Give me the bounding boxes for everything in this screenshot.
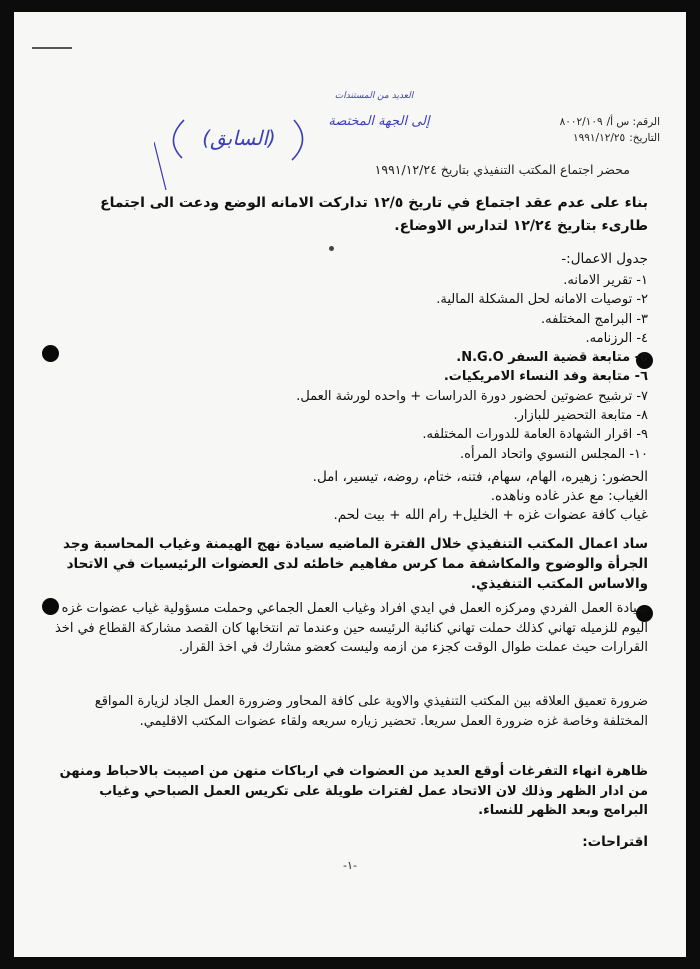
agenda-item: ٨- متابعة التحضير للبازار. — [513, 408, 648, 424]
agenda-heading: جدول الاعمال:- — [561, 251, 648, 267]
document-page — [14, 12, 686, 957]
suggestions-heading: اقتراحات: — [582, 834, 648, 850]
agenda-list — [54, 271, 648, 464]
top-margin-line — [32, 47, 72, 49]
absence-regions-line: غياب كافة عضوات غزه + الخليل+ رام الله + بيت لحم. — [333, 507, 648, 523]
agenda-item: ٧- ترشيح عضوتين لحضور دورة الدراسات + واحده لورشة العمل. — [296, 388, 648, 404]
paragraph-3: ضرورة تعميق العلاقه بين المكتب التنفيذي والاوية على كافة المحاور وضرورة العمل الجاد لزيارة المواقع المختلفة وخاصة غزه ضرورة العمل سريعا. تحضير زياره سريعه ولقاء عضوات المكتب الاقليمي. — [94, 694, 648, 729]
agenda-item: ٦- متابعة وفد النساء الامريكيات. — [443, 369, 648, 385]
document-meta — [400, 114, 660, 146]
attendance-section — [54, 468, 648, 525]
agenda-item: ٢- توصيات الامانه لحل المشكلة المالية. — [436, 292, 648, 308]
paragraph-2: سيادة العمل الفردي ومركزه العمل في ايدي افراد وغياب العمل الجماعي وحملت مسؤولية غياب عضوات غزه اليوم للزميله تهاني كذلك حملت تهاني كنائبة الرئيسه حين وعندما تم انتخابها كان القصد مشاركة القطاع في اخذ القرارات حيث عملت طوال الوقت كجزء من ازمه وليست كعضو مشارك في اخذ القرار. — [54, 601, 648, 655]
handwriting-note-1: (السابق) — [202, 126, 276, 150]
agenda-item: ٤- الرزنامه. — [585, 330, 648, 346]
page-number: -١- — [343, 859, 357, 872]
agenda-item: ٩- اقرار الشهادة العامة للدورات المختلفه. — [422, 427, 648, 443]
agenda-item: ٣- البرامج المختلفه. — [541, 311, 648, 327]
agenda-item: ١٠- المجلس النسوي واتحاد المرأه. — [460, 446, 648, 462]
handwriting-note-2: إلى الجهة المختصة — [328, 114, 430, 129]
document-date: التاريخ:١٩٩١/١٢/٢٥ — [573, 132, 660, 144]
intro-paragraph: بناء على عدم عقد اجتماع في تاريخ ١٢/٥ تداركت الامانه الوضع ودعت الى اجتماع طارىء بتاريخ ١٢/٢٤ لتدارس الاوضاع. — [100, 195, 648, 234]
reference-number: الرقم: س أ/٨٠٠٢/١٠٩ — [559, 116, 660, 128]
agenda-item: ٥- متابعة قضية السفر N.G.O. — [456, 350, 648, 366]
paragraph-1: ساد اعمال المكتب التنفيذي خلال الفترة الماضيه سيادة نهج الهيمنة وغياب المحاسبة وجد الجرأة والوضوح والمكاشفة مما كرس مفاهيم خاطئه لدى العضوات الرئيسيات في الاتحاد والاساس المكتب التنفيذي. — [63, 536, 648, 592]
attendance-line: الحضور: زهيره، الهام، سهام، فتنه، ختام، روضه، تيسير، امل. — [312, 469, 648, 485]
document-title: محضر اجتماع المكتب التنفيذي بتاريخ ١٩٩١/١٢/٢٤ — [374, 162, 630, 177]
handwriting-note-3: العديد من المستندات — [334, 91, 414, 101]
agenda-item: ١- تقرير الامانه. — [563, 273, 648, 288]
paragraph-4: ظاهرة انهاء التفرغات أوقع العديد من العضوات في ارباكات منهن من اصيبت بالاحباط ومنهن من ادار الظهر وذلك لان الاتحاد عمل لفترات طويلة على تكريس العمل الصباحي وغياب البرامج وبعد الظهر للنساء. — [59, 764, 648, 818]
absence-line: الغياب: مع عذر غاده وناهده. — [490, 488, 648, 504]
